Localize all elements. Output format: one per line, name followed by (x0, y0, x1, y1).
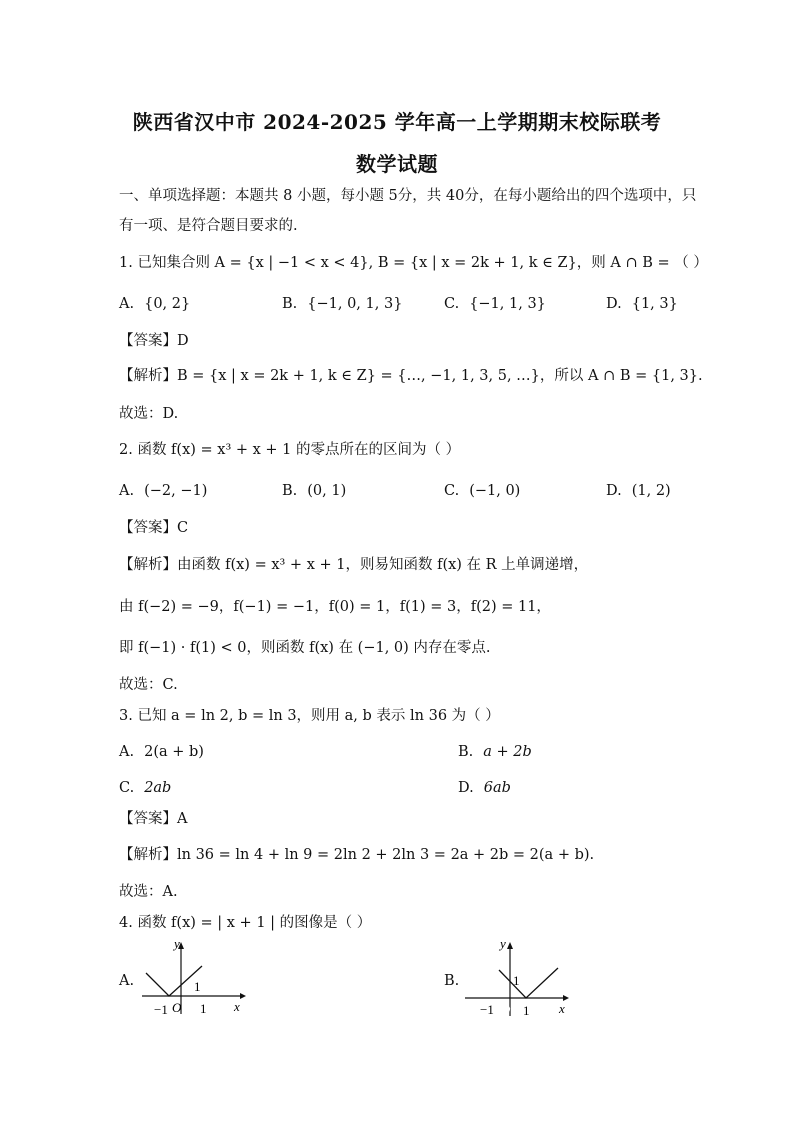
q2-option-a (119, 481, 207, 501)
q1-conclusion: 故选：D. (119, 406, 179, 422)
neg-one-label: −1 (154, 1002, 168, 1017)
q3-option-a-letter: A. (119, 744, 135, 760)
origin-label: O (501, 1002, 511, 1017)
q3-stem: 3. 已知 a = ln 2, b = ln 3，则用 a, b 表示 ln 36 为（ ） (119, 708, 500, 724)
y-axis-label: y (500, 938, 506, 951)
q3-option-c (119, 778, 171, 798)
q4-option-b-letter: B. (444, 973, 460, 989)
q3-option-b-text: a + 2b (483, 744, 532, 760)
q2-option-d-letter: D. (606, 483, 622, 499)
q3-option-d-text: 6ab (483, 780, 511, 796)
q2-option-c-letter: C. (444, 483, 460, 499)
q1-answer: 【答案】D (119, 333, 189, 349)
q3-option-d (458, 778, 511, 798)
q2-option-c-text: (−1, 0) (469, 483, 521, 499)
q3-option-b-letter: B. (458, 744, 474, 760)
q3-option-c-text: 2ab (144, 780, 172, 796)
x-axis-arrow-icon (240, 993, 246, 999)
q3-option-a-text: 2(a + b) (144, 744, 204, 760)
x-one-label: 1 (200, 1001, 207, 1016)
q3-option-a (119, 742, 204, 762)
q2-option-d-text: (1, 2) (631, 483, 671, 499)
q1-option-c-letter: C. (444, 296, 460, 312)
section-heading-line1: 一、单项选择题：本题共 8 小题，每小题 5分，共 40分，在每小题给出的四个选项中，只 (119, 188, 697, 204)
q1-analysis: 【解析】B = {x | x = 2k + 1, k ∈ Z} = {…, −1, 1, 3, 5, …}，所以 A ∩ B = {1, 3}. (119, 368, 703, 384)
q2-option-a-text: (−2, −1) (144, 483, 208, 499)
q2-option-a-letter: A. (119, 483, 135, 499)
page-title: 陕西省汉中市 2024-2025 学年高一上学期期末校际联考 (132, 110, 662, 134)
graph-b-curve (499, 968, 558, 998)
q4-option-a-letter: A. (119, 973, 135, 989)
q3-option-d-letter: D. (458, 780, 474, 796)
x-axis-label: x (559, 1001, 565, 1016)
section-heading-line2: 有一项、是符合题目要求的. (119, 218, 298, 234)
q1-option-c (444, 294, 546, 314)
q2-stem: 2. 函数 f(x) = x³ + x + 1 的零点所在的区间为（ ） (119, 442, 461, 458)
q2-analysis-line3: 即 f(−1) · f(1) < 0，则函数 f(x) 在 (−1, 0) 内存在零点. (119, 640, 491, 656)
q4-stem: 4. 函数 f(x) = | x + 1 | 的图像是（ ） (119, 915, 372, 931)
origin-label: O (172, 1000, 182, 1015)
q2-answer: 【答案】C (119, 520, 189, 536)
q2-option-c (444, 481, 520, 501)
page-subtitle: 数学试题 (356, 152, 438, 176)
q2-option-d (606, 481, 671, 501)
q1-option-b (282, 294, 402, 314)
q4-graph-b (463, 938, 578, 1018)
q1-option-b-letter: B. (282, 296, 298, 312)
x-axis-label: x (234, 999, 240, 1014)
q3-option-c-letter: C. (119, 780, 135, 796)
q1-option-d-text: {1, 3} (631, 296, 678, 312)
q1-stem: 1. 已知集合则 A = {x | −1 < x < 4}, B = {x | x = 2k + 1, k ∈ Z}，则 A ∩ B = （ ） (119, 255, 708, 271)
y-axis-arrow-icon (507, 942, 513, 949)
q3-analysis: 【解析】ln 36 = ln 4 + ln 9 = 2ln 2 + 2ln 3 = 2a + 2b = 2(a + b). (119, 847, 595, 863)
q1-option-a-text: {0, 2} (144, 296, 191, 312)
q1-option-d-letter: D. (606, 296, 622, 312)
y-one-label: 1 (194, 979, 201, 994)
q2-option-b (282, 481, 346, 501)
q2-analysis-line1: 【解析】由函数 f(x) = x³ + x + 1，则易知函数 f(x) 在 R 上单调递增， (119, 557, 589, 573)
y-axis-label: y (174, 938, 180, 951)
q2-conclusion: 故选：C. (119, 677, 178, 693)
q4-graph-a (140, 938, 250, 1018)
q3-conclusion: 故选：A. (119, 884, 178, 900)
x-one-label: 1 (523, 1003, 530, 1018)
y-one-label: 1 (513, 973, 520, 988)
q1-option-b-text: {−1, 0, 1, 3} (307, 296, 403, 312)
q1-option-d (606, 294, 678, 314)
q1-option-a-letter: A. (119, 296, 135, 312)
q3-option-b (458, 742, 532, 762)
q2-option-b-text: (0, 1) (307, 483, 347, 499)
q3-answer: 【答案】A (119, 811, 188, 827)
q2-option-b-letter: B. (282, 483, 298, 499)
neg-one-label: −1 (480, 1002, 494, 1017)
q1-option-a (119, 294, 190, 314)
q1-option-c-text: {−1, 1, 3} (469, 296, 546, 312)
q2-analysis-line2: 由 f(−2) = −9，f(−1) = −1，f(0) = 1，f(1) = 3，f(2) = 11， (119, 599, 551, 615)
